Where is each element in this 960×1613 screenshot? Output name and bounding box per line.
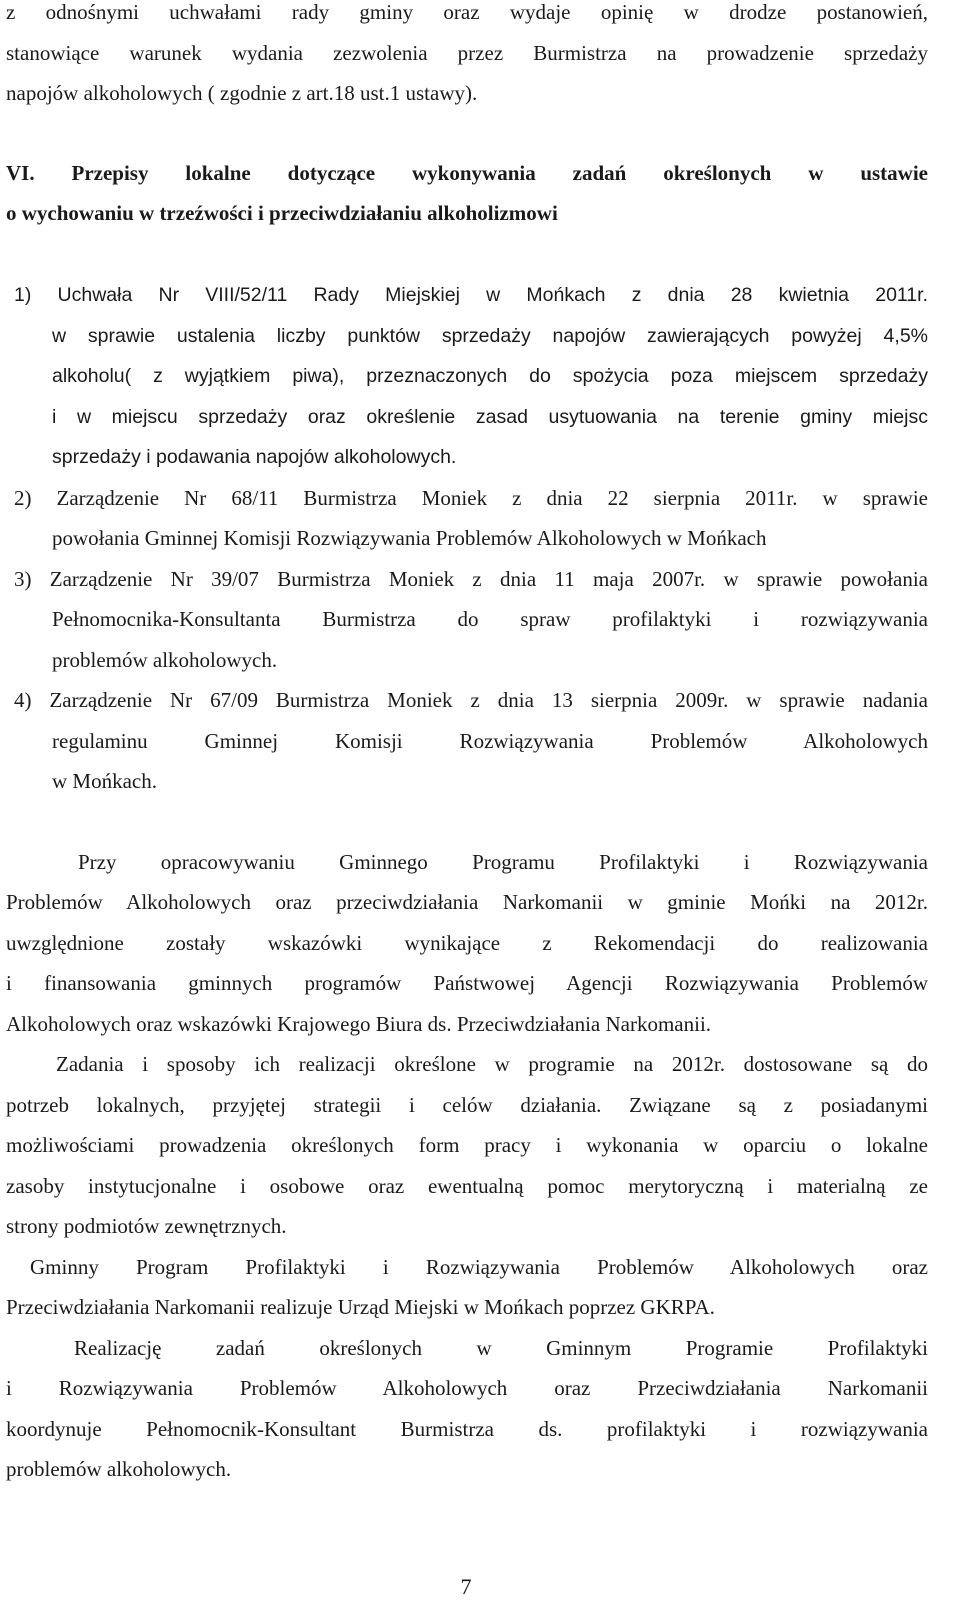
list-item-line: regulaminu Gminnej Komisji Rozwiązywania Problemów Alkoholowych: [52, 729, 928, 753]
paragraph-line: uwzględnione zostały wskazówki wynikające z Rekomendacji do realizowania: [6, 931, 928, 955]
paragraph-line: zasoby instytucjonalne i osobowe oraz ewentualną pomoc merytoryczną i materialną ze: [6, 1174, 928, 1198]
paragraph-line: Alkoholowych oraz wskazówki Krajowego Biura ds. Przeciwdziałania Narkomanii.: [6, 1012, 712, 1036]
paragraph-line: koordynuje Pełnomocnik-Konsultant Burmistrza ds. profilaktyki i rozwiązywania: [6, 1417, 928, 1441]
paragraph-line: potrzeb lokalnych, przyjętej strategii i celów działania. Związane są z posiadanymi: [6, 1093, 928, 1117]
list-item-first-line: 2) Zarządzenie Nr 68/11 Burmistrza Moniek z dnia 22 sierpnia 2011r. w sprawie: [14, 486, 928, 510]
paragraph-line: Problemów Alkoholowych oraz przeciwdziałania Narkomanii w gminie Mońki na 2012r.: [6, 890, 928, 914]
text-line: z odnośnymi uchwałami rady gminy oraz wydaje opinię w drodze postanowień,: [6, 0, 928, 24]
list-item-first-line: 4) Zarządzenie Nr 67/09 Burmistrza Moniek z dnia 13 sierpnia 2009r. w sprawie nadania: [14, 688, 928, 712]
list-item-first-line: 3) Zarządzenie Nr 39/07 Burmistrza Moniek z dnia 11 maja 2007r. w sprawie powołania: [14, 567, 928, 591]
section-heading: VI. Przepisy lokalne dotyczące wykonywania zadań określonych w ustawie: [6, 161, 928, 185]
paragraph-line: Zadania i sposoby ich realizacji określone w programie na 2012r. dostosowane są do: [56, 1052, 928, 1076]
list-item-first-line: 1) Uchwała Nr VIII/52/11 Rady Miejskiej w Mońkach z dnia 28 kwietnia 2011r.: [14, 284, 928, 306]
list-item-line: Pełnomocnika-Konsultanta Burmistrza do spraw profilaktyki i rozwiązywania: [52, 607, 928, 631]
paragraph-line: Realizację zadań określonych w Gminnym Programie Profilaktyki: [74, 1336, 928, 1360]
paragraph-line: i Rozwiązywania Problemów Alkoholowych oraz Przeciwdziałania Narkomanii: [6, 1376, 928, 1400]
paragraph-line: Przeciwdziałania Narkomanii realizuje Urząd Miejski w Mońkach poprzez GKRPA.: [6, 1295, 715, 1319]
text-line: napojów alkoholowych ( zgodnie z art.18 ust.1 ustawy).: [6, 81, 478, 105]
list-item-line: powołania Gminnej Komisji Rozwiązywania Problemów Alkoholowych w Mońkach: [52, 526, 767, 550]
paragraph-line: strony podmiotów zewnętrznych.: [6, 1214, 287, 1238]
list-item-line: problemów alkoholowych.: [52, 648, 278, 672]
list-item-line: i w miejscu sprzedaży oraz określenie zasad usytuowania na terenie gminy miejsc: [52, 406, 928, 428]
paragraph-line: Gminny Program Profilaktyki i Rozwiązywania Problemów Alkoholowych oraz: [30, 1255, 928, 1279]
list-item-line: w sprawie ustalenia liczby punktów sprzedaży napojów zawierających powyżej 4,5%: [52, 325, 928, 347]
list-item-line: alkoholu( z wyjątkiem piwa), przeznaczonych do spożycia poza miejscem sprzedaży: [52, 365, 928, 387]
paragraph-line: Przy opracowywaniu Gminnego Programu Profilaktyki i Rozwiązywania: [78, 850, 928, 874]
page-number: 7: [460, 1574, 472, 1599]
paragraph-line: i finansowania gminnych programów Państwowej Agencji Rozwiązywania Problemów: [6, 971, 928, 995]
list-item-line: sprzedaży i podawania napojów alkoholowych.: [52, 446, 457, 468]
paragraph-line: problemów alkoholowych.: [6, 1457, 232, 1481]
text-line: stanowiące warunek wydania zezwolenia przez Burmistrza na prowadzenie sprzedaży: [6, 41, 928, 65]
paragraph-line: możliwościami prowadzenia określonych form pracy i wykonania w oparciu o lokalne: [6, 1133, 928, 1157]
section-heading-continued: o wychowaniu w trzeźwości i przeciwdziałaniu alkoholizmowi: [6, 201, 558, 225]
list-item-line: w Mońkach.: [52, 769, 157, 793]
